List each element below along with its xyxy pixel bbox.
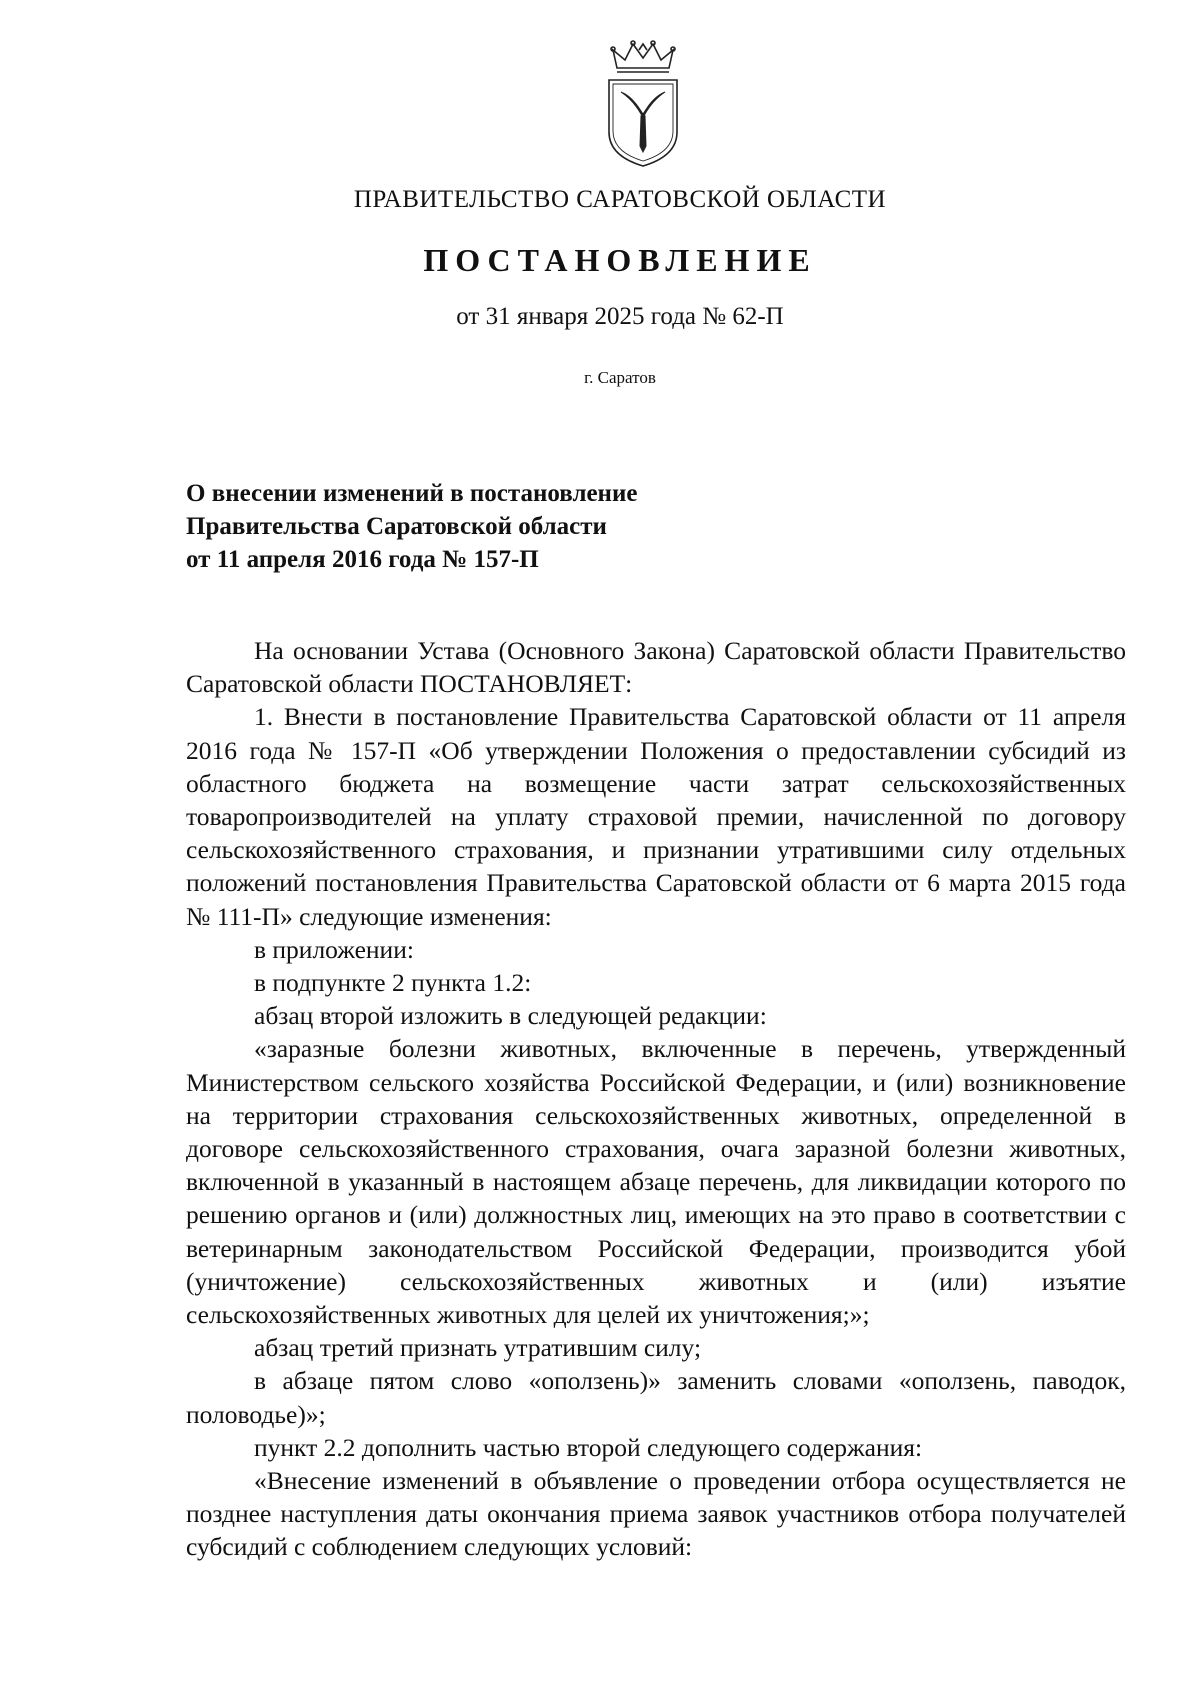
- body-paragraph: в абзаце пятом слово «оползень)» заменить словами «оползень, паводок, половодье)»;: [186, 1366, 1126, 1429]
- body-paragraph: в подпункте 2 пункта 1.2:: [254, 968, 532, 998]
- subject-line: от 11 апреля 2016 года № 157-П: [186, 546, 539, 573]
- body-paragraph: абзац второй изложить в следующей редакции:: [254, 1001, 767, 1031]
- subject-line: О внесении изменений в постановление: [186, 480, 638, 507]
- document-date-number: от 31 января 2025 года № 62-П: [456, 303, 784, 330]
- government-name: ПРАВИТЕЛЬСТВО САРАТОВСКОЙ ОБЛАСТИ: [353, 186, 887, 213]
- body-paragraph: пункт 2.2 дополнить частью второй следующего содержания:: [254, 1432, 923, 1462]
- body-paragraph: На основании Устава (Основного Закона) Саратовской области Правительство Саратовской области ПОСТАНОВЛЯЕТ:: [186, 636, 1126, 699]
- body-paragraph: «Внесение изменений в объявление о проведении отбора осуществляется не позднее наступления даты окончания приема заявок участников отбора получателей субсидий с соблюдением следующих условий:: [186, 1466, 1126, 1562]
- document-city: г. Саратов: [584, 368, 656, 387]
- body-paragraph: абзац третий признать утратившим силу;: [254, 1333, 702, 1363]
- document-subject: [186, 477, 637, 576]
- body-paragraph: в приложении:: [254, 934, 414, 964]
- subject-line: Правительства Саратовской области: [186, 513, 607, 540]
- document-type: ПОСТАНОВЛЕНИЕ: [423, 242, 817, 278]
- document-body: [186, 634, 1126, 1564]
- body-paragraph: 1. Внести в постановление Правительства Саратовской области от 11 апреля 2016 года № 157-П «Об утверждении Положения о предоставлении субсидий из областного бюджета на возмещение части затрат сельскохозяйственных товаропроизводителей на уплату страховой премии, начисленной по договору сельскохозяйственного страхования, и признании утратившими силу отдельных положений постановления Правительства Саратовской области от 6 марта 2015 года № 111-П» следующие изменения:: [186, 702, 1126, 931]
- body-paragraph: «заразные болезни животных, включенные в перечень, утвержденный Министерством сельского хозяйства Российской Федерации, и (или) возникновение на территории страхования сельскохозяйственных животных, определенной в договоре сельскохозяйственного страхования, очага заразной болезни животных, включенной в указанный в настоящем абзаце перечень, для ликвидации которого по решению органов и (или) должностных лиц, имеющих на это право в соответствии с ветеринарным законодательством Российской Федерации, производится убой (уничтожение) сельскохозяйственных животных и (или) изъятие сельскохозяйственных животных для целей их уничтожения;»;: [186, 1034, 1126, 1330]
- saratov-coat-of-arms-icon: [603, 40, 683, 168]
